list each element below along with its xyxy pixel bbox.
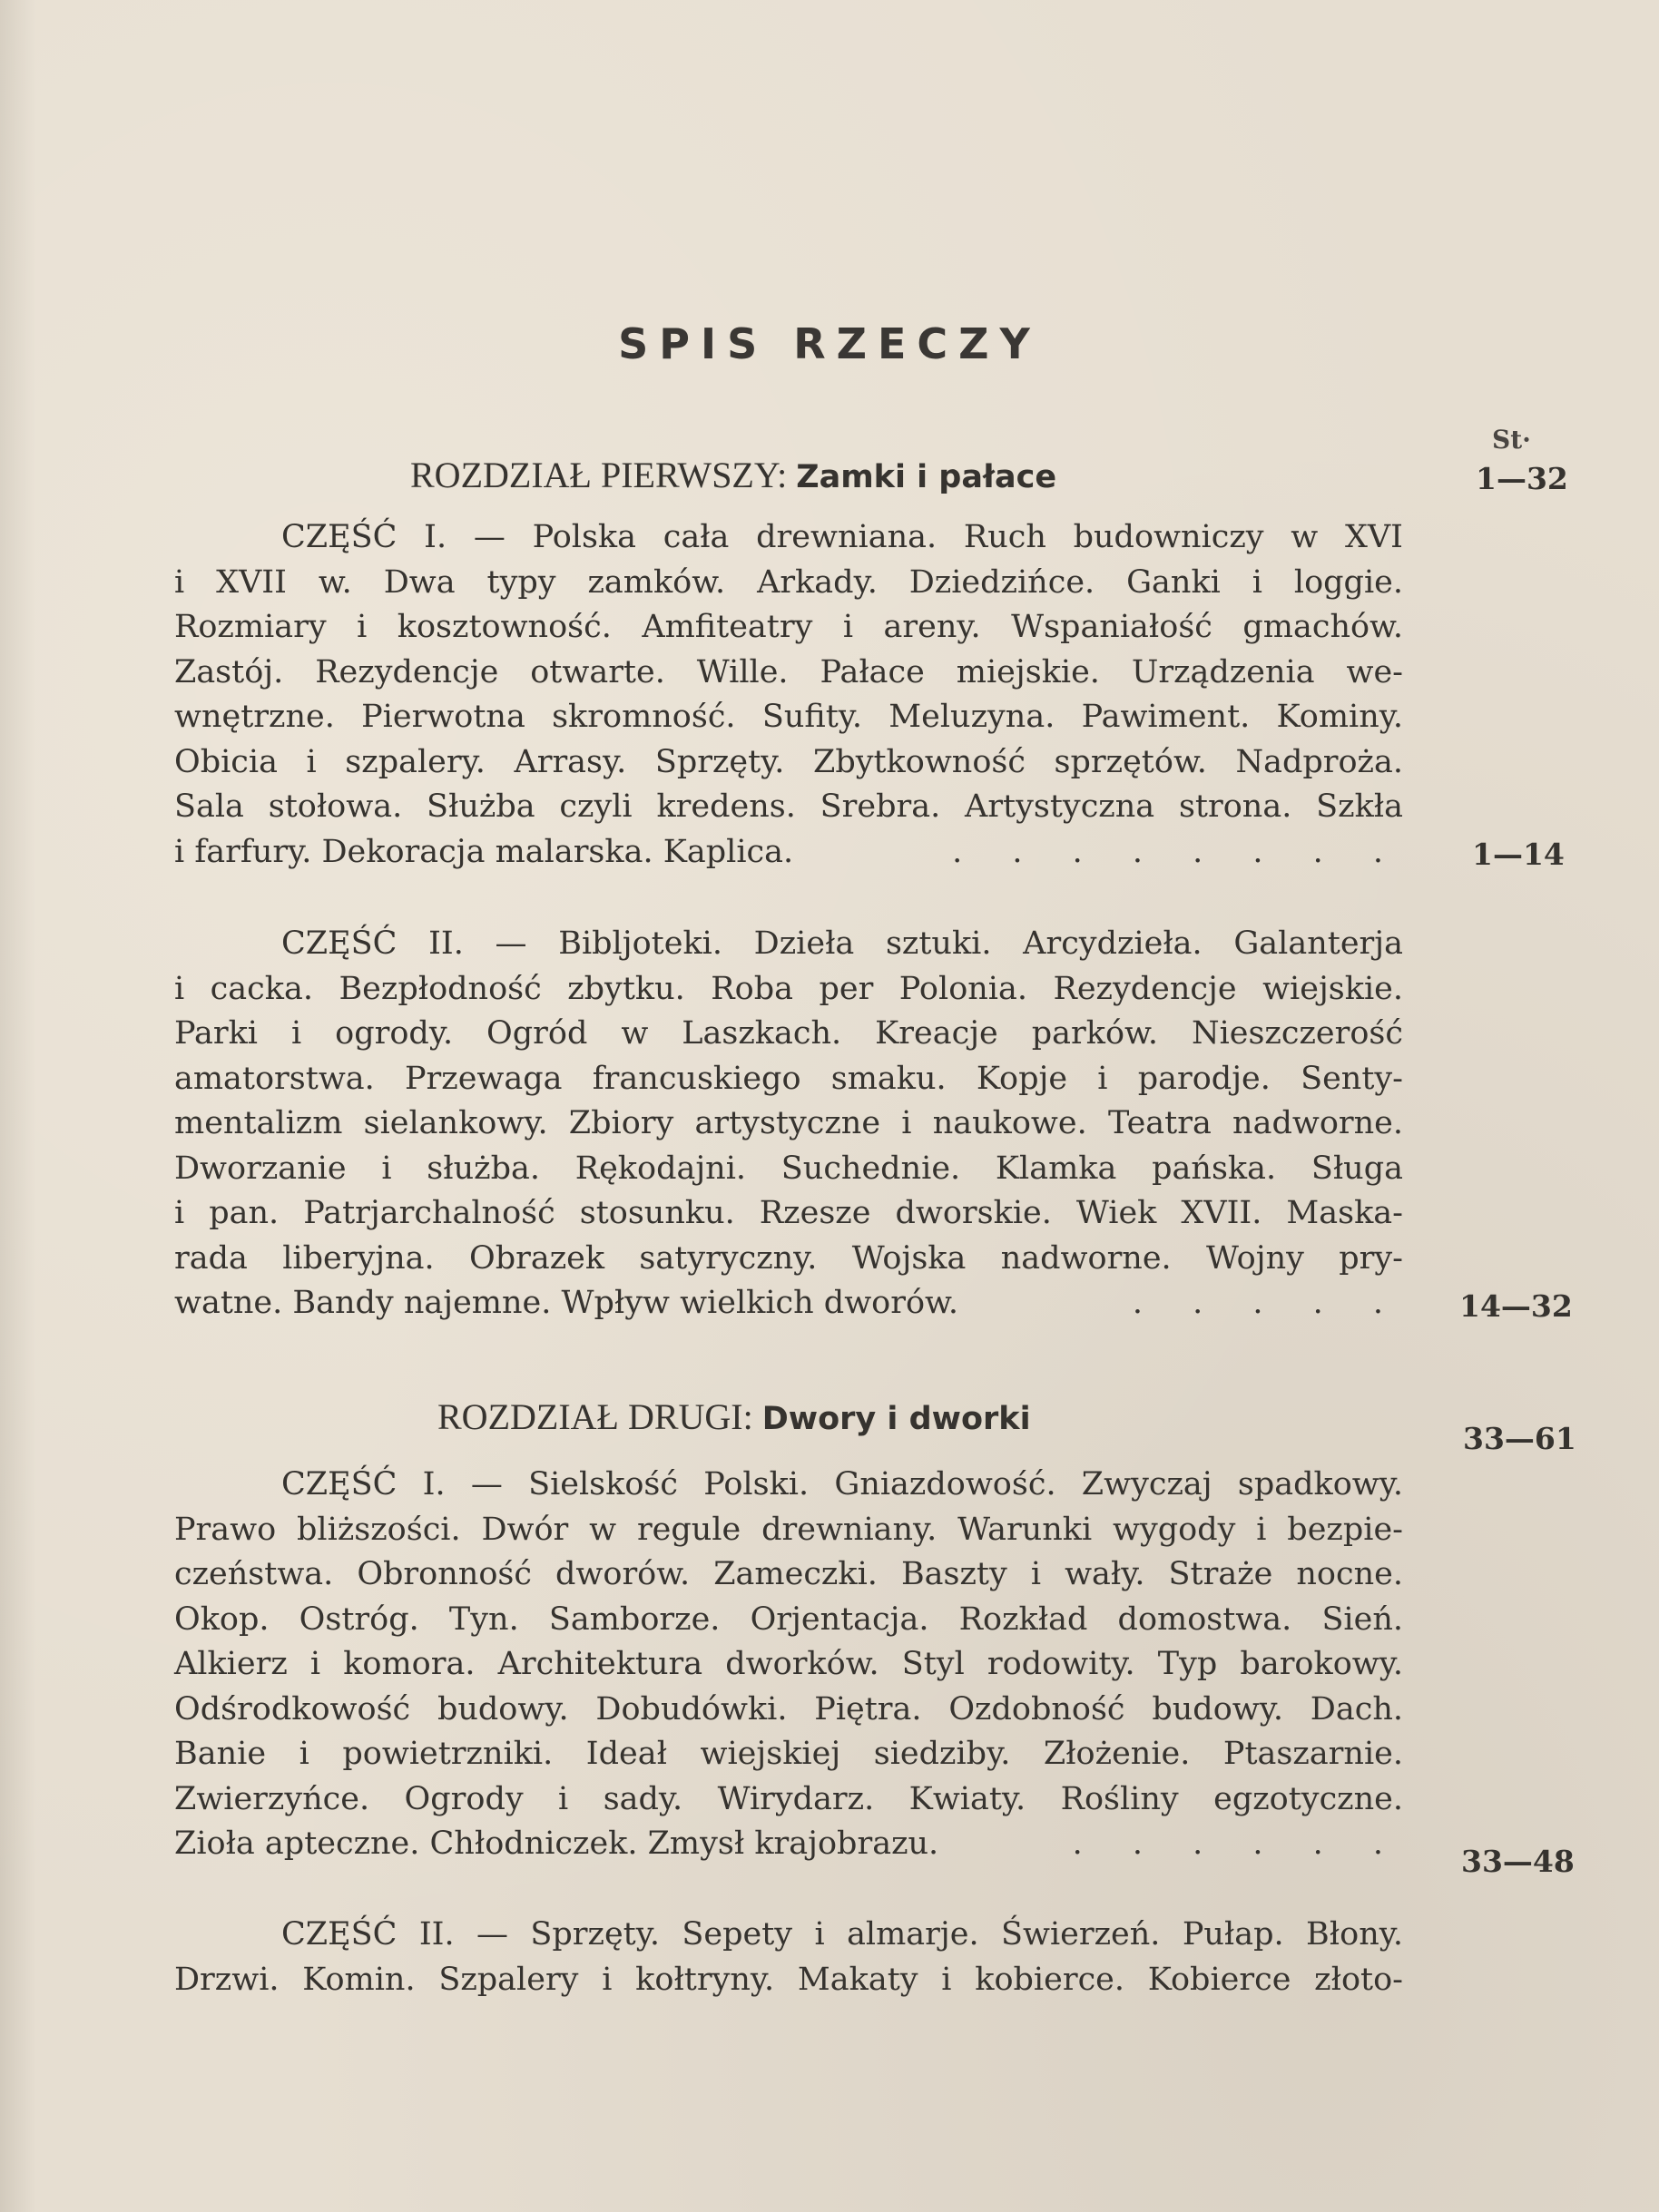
chapter-heading-1 [410, 454, 1056, 496]
entry-line: Zastój. Rezydencje otwarte. Wille. Pałace miejskie. Urządzenia we- [174, 653, 1403, 690]
chapter-heading-2 [437, 1395, 1031, 1438]
entry-line: CZĘŚĆ I. — Sielskość Polski. Gniazdowość. Zwyczaj spadkowy. [281, 1466, 1403, 1502]
entry-line-last [174, 830, 1403, 876]
entry-line: rada liberyjna. Obrazek satyryczny. Wojska nadworne. Wojny pry- [174, 1239, 1403, 1277]
part-entry-2-1 [174, 1463, 1403, 1867]
entry-line: CZĘŚĆ II. — Sprzęty. Sepety i almarje. Świerzeń. Pułap. Błony. [281, 1916, 1403, 1953]
entry-line: i pan. Patrjarchalność stosunku. Rzesze dworskie. Wiek XVII. Maska- [174, 1195, 1403, 1231]
entry-line: Okop. Ostróg. Tyn. Samborze. Orjentacja. Rozkład domostwa. Sień. [174, 1600, 1403, 1638]
entry-line: mentalizm sielankowy. Zbiory artystyczne i naukowe. Teatra nadworne. [174, 1105, 1403, 1141]
chapter-name: Zamki i pałace [796, 459, 1057, 495]
leader-dots: . . . . . . [1072, 1825, 1403, 1862]
part-entry-2-2 [174, 1913, 1403, 2002]
leader-dots: . . . . . . . . [952, 833, 1403, 870]
entry-line: CZĘŚĆ I. — Polska cała drewniana. Ruch budowniczy w XVI [281, 519, 1403, 555]
entry-line: Rozmiary i kosztowność. Amfiteatry i areny. Wspaniałość gmachów. [174, 609, 1403, 645]
entry-line-last [174, 1281, 1403, 1326]
entry-line: CZĘŚĆ II. — Bibljoteki. Dzieła sztuki. Arcydzieła. Galanterja [281, 925, 1403, 962]
entry-line: Obicia i szpalery. Arrasy. Sprzęty. Zbytkowność sprzętów. Nadproża. [174, 743, 1403, 780]
entry-line: Odśrodkowość budowy. Dobudówki. Piętra. Ozdobność budowy. Dach. [174, 1690, 1403, 1728]
chapter-label: ROZDZIAŁ PIERWSZY: [410, 455, 788, 495]
entry-line: amatorstwa. Przewaga francuskiego smaku. Kopje i parodje. Senty- [174, 1060, 1403, 1097]
part-entry-1-1 [174, 515, 1403, 875]
leader-dots: . . . . . [1132, 1285, 1403, 1321]
part-entry-1-2 [174, 922, 1403, 1326]
chapter-pages-2: 33—61 [1463, 1421, 1576, 1456]
chapter-label: ROZDZIAŁ DRUGI: [437, 1396, 753, 1437]
chapter-pages-1: 1—32 [1476, 461, 1568, 496]
entry-line: Sala stołowa. Służba czyli kredens. Srebra. Artystyczna strona. Szkła [174, 788, 1403, 825]
entry-text: watne. Bandy najemne. Wpływ wielkich dworów. [174, 1285, 958, 1321]
entry-text: Zioła apteczne. Chłodniczek. Zmysł krajobrazu. [174, 1825, 939, 1862]
entry-line: czeństwa. Obronność dworów. Zameczki. Baszty i wały. Straże nocne. [174, 1556, 1403, 1592]
entry-line: Prawo bliższości. Dwór w regule drewniany. Warunki wygody i bezpie- [174, 1511, 1403, 1548]
entry-line: Drzwi. Komin. Szpalery i kołtryny. Makaty i kobierce. Kobierce złoto- [174, 1961, 1403, 1998]
entry-text: i farfury. Dekoracja malarska. Kaplica. [174, 833, 794, 870]
entry-line: Dworzanie i służba. Rękodajni. Suchednie. Klamka pańska. Sługa [174, 1150, 1403, 1187]
chapter-name: Dwory i dworki [761, 1401, 1031, 1437]
part-pages-2-1: 33—48 [1461, 1844, 1575, 1879]
entry-line: i XVII w. Dwa typy zamków. Arkady. Dziedzińce. Ganki i loggie. [174, 563, 1403, 601]
part-pages-1-1: 1—14 [1472, 837, 1565, 872]
entry-line: Banie i powietrzniki. Ideał wiejskiej siedziby. Złożenie. Ptaszarnie. [174, 1736, 1403, 1772]
entry-line-last [174, 1822, 1403, 1867]
entry-line: Parki i ogrody. Ogród w Laszkach. Kreacje parków. Nieszczerość [174, 1015, 1403, 1052]
pages-column-header: St· [1492, 425, 1531, 455]
entry-line: i cacka. Bezpłodność zbytku. Roba per Polonia. Rezydencje wiejskie. [174, 970, 1403, 1007]
entry-line: wnętrzne. Pierwotna skromność. Sufity. Meluzyna. Pawiment. Kominy. [174, 699, 1403, 735]
part-pages-1-2: 14—32 [1459, 1288, 1573, 1324]
page-title: SPIS RZECZY [618, 319, 1041, 368]
entry-line: Zwierzyńce. Ogrody i sady. Wirydarz. Kwiaty. Rośliny egzotyczne. [174, 1780, 1403, 1817]
entry-line: Alkierz i komora. Architektura dworków. Styl rodowity. Typ barokowy. [174, 1646, 1403, 1682]
